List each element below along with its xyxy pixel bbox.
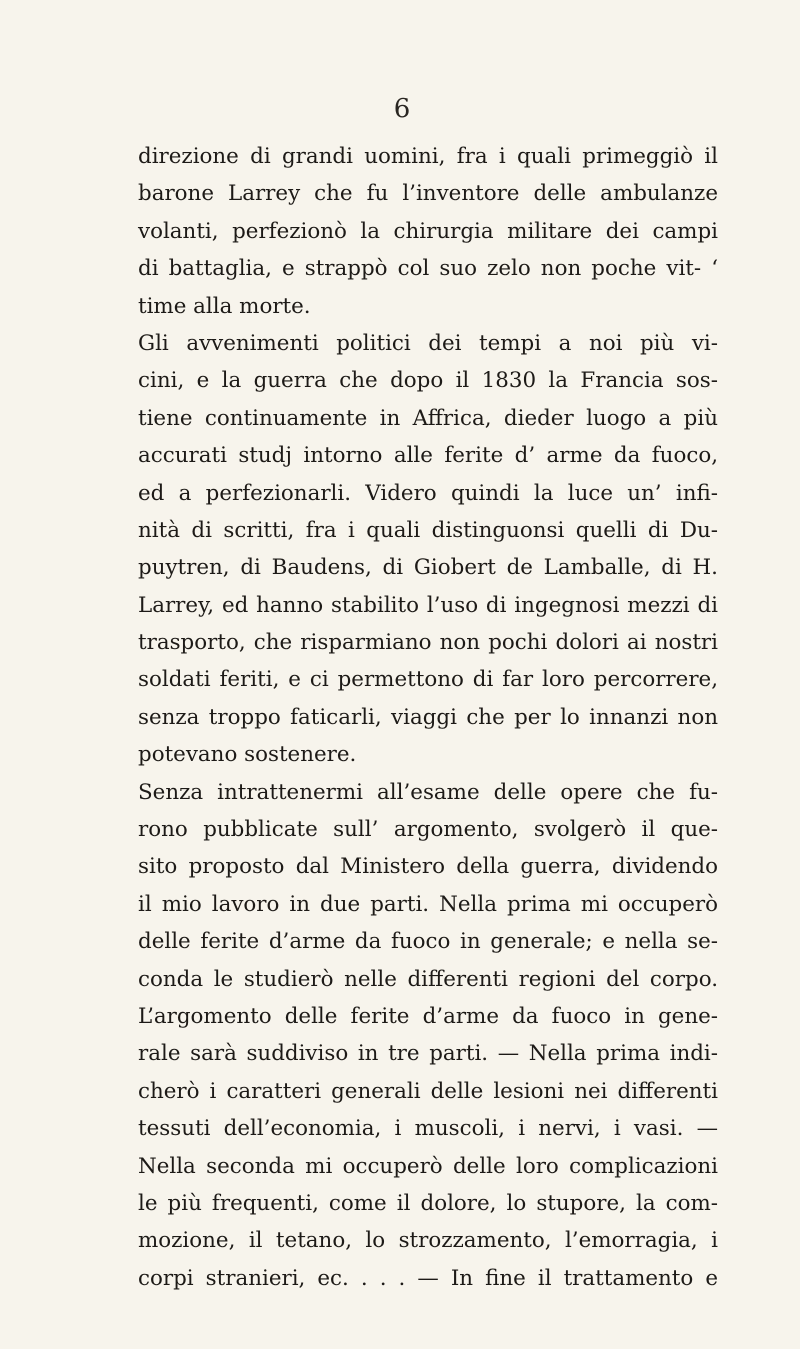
text-line: corpi stranieri, ec. . . . — In fine il trattamento e <box>138 1265 718 1291</box>
text-line: Senza intrattenermi all’esame delle opere che fu- <box>138 779 718 805</box>
text-line: trasporto, che risparmiano non pochi dolori ai nostri <box>138 630 718 656</box>
text-line: tessuti dell’economia, i muscoli, i nervi, i vasi. — <box>138 1116 718 1142</box>
text-line: potevano sostenere. <box>138 742 357 768</box>
text-line: le più frequenti, come il dolore, lo stupore, la com- <box>138 1190 718 1216</box>
body-text <box>138 138 718 1297</box>
text-line: volanti, perfezionò la chirurgia militare dei campi <box>138 218 718 244</box>
text-line: delle ferite d’arme da fuoco in generale; e nella se- <box>138 929 718 955</box>
text-line: sito proposto dal Ministero della guerra, dividendo <box>138 854 718 880</box>
text-line: barone Larrey che fu l’inventore delle ambulanze <box>138 181 718 207</box>
text-line: puytren, di Baudens, di Giobert de Lamballe, di H. <box>138 555 718 581</box>
text-line: il mio lavoro in due parti. Nella prima mi occuperò <box>138 891 718 917</box>
page-number: 6 <box>393 94 411 124</box>
text-line: Gli avvenimenti politici dei tempi a noi più vi- <box>138 330 718 356</box>
text-line: tiene continuamente in Affrica, dieder luogo a più <box>138 405 718 431</box>
text-line: soldati feriti, e ci permettono di far loro percorrere, <box>138 667 718 693</box>
text-line: time alla morte. <box>138 293 311 319</box>
text-line: cini, e la guerra che dopo il 1830 la Francia sos- <box>138 368 718 394</box>
text-line: nità di scritti, fra i quali distinguonsi quelli di Du- <box>138 517 718 543</box>
text-line: cherò i caratteri generali delle lesioni nei differenti <box>138 1078 718 1104</box>
text-line: mozione, il tetano, lo strozzamento, l’emorragia, i <box>138 1228 718 1254</box>
text-line: ed a perfezionarli. Videro quindi la luce un’ infi- <box>138 480 718 506</box>
text-line: senza troppo faticarli, viaggi che per lo innanzi non <box>138 704 718 730</box>
text-line: rono pubblicate sull’ argomento, svolgerò il que- <box>138 817 718 843</box>
text-line: di battaglia, e strappò col suo zelo non poche vit- ‘ <box>138 256 718 282</box>
text-line: conda le studierò nelle differenti regioni del corpo. <box>138 966 718 992</box>
text-line: accurati studj intorno alle ferite d’ arme da fuoco, <box>138 443 718 469</box>
text-line: rale sarà suddiviso in tre parti. — Nella prima indi- <box>138 1041 718 1067</box>
text-line: Nella seconda mi occuperò delle loro complicazioni <box>138 1153 718 1179</box>
text-line: Larrey, ed hanno stabilito l’uso di ingegnosi mezzi di <box>138 592 718 618</box>
text-line: direzione di grandi uomini, fra i quali primeggiò il <box>138 144 718 169</box>
text-line: L’argomento delle ferite d’arme da fuoco in gene- <box>138 1003 718 1029</box>
